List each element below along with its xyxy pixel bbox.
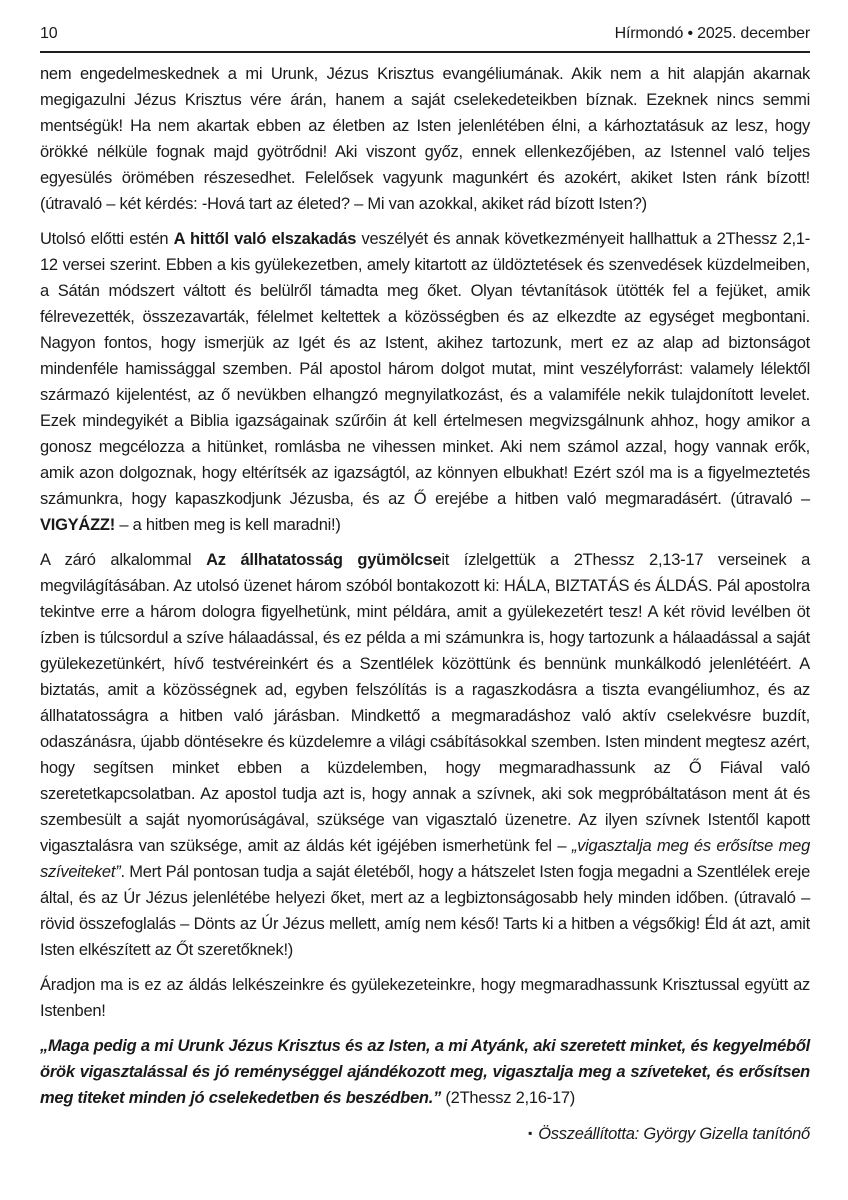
text-run: „Maga pedig a mi Urunk Jézus Krisztus és az Isten, a mi Atyánk, aki szeretett minket, és kegyelméből örök vigasztalással és jó reménységgel ajándékozott meg, vigasztalja meg a szíveteket, és erősítsen meg titeket minden jó cselekedetben és beszédben.” xyxy=(40,1037,815,1107)
paragraph xyxy=(40,61,815,217)
page-header xyxy=(40,24,810,53)
text-run: . Mert Pál pontosan tudja a saját életéből, hogy a hátszelet Isten fogja megadni a Szentlélek ereje által, és az Úr Jézus jelenlétébe helyezi őket, mert az a legbiztonságosabb hely minden időben. (útravaló – rövid összefoglalás – Dönts az Úr Jézus mellett, amíg nem késő! Tarts ki a hitben a végsőkig! Éld át azt, amit Isten elkészített az Őt szeretőknek!) xyxy=(40,863,815,959)
square-bullet-icon: ▪ xyxy=(528,1126,533,1140)
text-run: Utolsó előtti estén xyxy=(40,230,174,248)
text-run: (2Thessz 2,16-17) xyxy=(441,1089,576,1107)
text-run: VIGYÁZZ! xyxy=(40,516,115,534)
page-footer xyxy=(40,1120,810,1147)
text-run: Áradjon ma is ez az áldás lelkészeinkre és gyülekezeteinkre, hogy megmaradhassunk Krisztussal együtt az Istenben! xyxy=(40,976,815,1020)
paragraph xyxy=(40,226,815,538)
text-run: A záró alkalommal xyxy=(40,551,207,569)
paragraph xyxy=(40,972,815,1024)
text-run: – a hitben meg is kell maradni!) xyxy=(115,516,341,534)
issue-title: Hírmondó • 2025. december xyxy=(614,25,810,42)
text-run: „vigasztalja meg és erősítse meg szíveiteket” xyxy=(40,837,815,881)
paragraph xyxy=(40,547,815,963)
text-run: nem engedelmeskednek a mi Urunk, Jézus Krisztus evangéliumának. Akik nem a hit alapján akarnak megigazulni Jézus Krisztus vére árán, hanem a saját cselekedeteikben bíznak. Ezeknek nincs semmi mentségük! Ha nem akartak ebben az életben az Isten jelenlétében élni, a kárhoztatásuk az lesz, hogy örökké nélküle fognak majd gyötrődni! Aki viszont győz, ennek ellenkezőjében, az Istennel való teljes egyesülés örömében részesedhet. Felelősek vagyunk magunkért és azokért, akiket Isten ránk bízott! (útravaló – két kérdés: -Hová tart az életed? – Mi van azokkal, akiket rád bízott Isten?) xyxy=(40,65,815,213)
text-run: veszélyét és annak következményeit hallhattuk a 2Thessz 2,1-12 versei szerint. Ebben a kis gyülekezetben, amely kitartott az üldöztetések és szenvedések küzdelmeiben, a Sátán módszert váltott és belülről támadta meg őket. Olyan tévtanítások ütötték fel a fejüket, amik félrevezették, összezavarták, félelmet keltettek a közösségben és az elkezdte az egységet megbontani. Nagyon fontos, hogy ismerjük az Igét és az Istent, akihez tartozunk, mert ez az alap ad biztonságot mindenféle hamissággal szemben. Pál apostol három dolgot mutat, mint veszélyforrást: valamely lélektől származó kijelentést, az ő nevükben elhangzó megnyilatkozást, és a valamiféle nekik tulajdonított levelet. Ezek mindegyikét a Biblia igazságainak szűrőin át kell értelmesen megvizsgálnunk ahhoz, hogy amikor a gonosz megcélozza a hitünket, romlásba ne vihessen minket. Aki nem számol azzal, hogy vannak erők, amik azon dolgoznak, hogy eltérítsék az igazságtól, az könnyen elbukhat! Ezért szól ma is a figyelmeztetés számunkra, hogy kapaszkodjunk Jézusba, és az Ő erejébe a hitben való megmaradásért. (útravaló – xyxy=(40,230,815,508)
document-body xyxy=(40,61,815,1111)
paragraph xyxy=(40,1033,815,1111)
text-run: Az állhatatosság gyümölcse xyxy=(206,551,442,569)
page-number: 10 xyxy=(40,25,58,42)
text-run: it ízlelgettük a 2Thessz 2,13-17 verseinek a megvilágításában. Az utolsó üzenet három szóból bontakozott ki: HÁLA, BIZTATÁS és ÁLDÁS. Pál apostolra tekintve erre a három dologra figyelhetünk, mint példára, amit a gyülekezetért tesz! A két rövid levélben öt ízben is túlcsordul a szíve hálaadással, és ez példa a mi számunkra is, hogy tartozunk a hálaadással a saját gyülekezetünkért, hívő testvéreinkért és a Szentlélek közöttünk és bennünk munkálkodó jelenlétéért. A biztatás, amit a közösségnek ad, egyben felszólítás is a ragaszkodásra a tiszta evangéliumhoz, és az állhatatosságra a hitben való járásban. Mindkettő a megmaradáshoz való aktív cselekvésre buzdít, odaszánásra, újabb döntésekre és küzdelemre a világi csábításokkal szemben. Isten mindent megtesz azért, hogy segítsen minket ebben a küzdelemben, hogy megmaradhassunk az Ő Fiával való szeretetkapcsolatban. Az apostol tudja azt is, hogy annak a szívnek, aki sok megpróbáltatáson ment át és szembesült a saját nyomorúságával, szüksége van vigasztaló üzenetre. Az ilyen szívnek Istentől kapott vigasztalásra van szüksége, amit az áldás két igéjében ismerhetünk fel – xyxy=(40,551,815,855)
text-run: A hittől való elszakadás xyxy=(173,230,357,248)
author-byline: Összeállította: György Gizella tanítónő xyxy=(538,1125,810,1143)
